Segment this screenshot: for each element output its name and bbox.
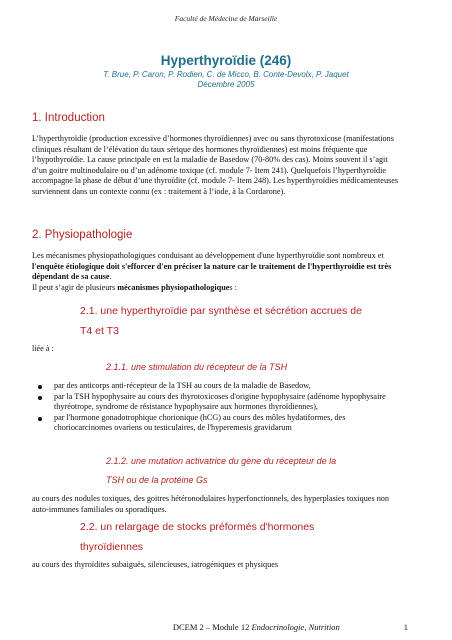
list-item-text: par des anticorps anti-récepteur de la TSH au cours de la maladie de Basedow, (54, 381, 311, 390)
bullet-list-2-1-1 (32, 381, 404, 434)
p2-text-bold: mécanismes physiopathologique (117, 283, 230, 292)
heading-2-1-2-line-1: 2.1.2. une mutation activatrice du gène du récepteur de la (106, 456, 337, 466)
p1-text-bold: l'enquête étiologique doit s'efforcer d'en préciser la nature car le traitement de l'hyperthyroïdie est très dépendant de sa cause (32, 261, 392, 282)
p1-text-start: Les mécanismes physiopathologiques conduisant au développement d'une hyperthyroïdie sont nombreux et (32, 251, 384, 260)
bullet-icon (38, 385, 42, 389)
heading-2-2-line-1: 2.2. un relargage de stocks préformés d'hormones (80, 521, 315, 533)
heading-2-2-line-2: thyroïdiennes (80, 541, 144, 553)
subsubsection-heading-2-1-2 (106, 452, 416, 490)
date-line: Décembre 2005 (197, 80, 255, 89)
heading-2-1-line-2: T4 et T3 (80, 325, 119, 337)
bullet-icon (38, 396, 42, 400)
subsection-heading-2-1 (80, 301, 410, 341)
bullet-icon (38, 417, 42, 421)
p2-text-end: s : (229, 283, 237, 292)
introduction-paragraph: L’hyperthyroïdie (production excessive d’hormones thyroïdiennes) avec ou sans thyrotoxicose (manifestations cliniques résultant de l’élévation du taux sérique des hormones thyroïdiennes) est moins fréquente que l’hypothyroïdie. La cause principale en est la maladie de Basedow (70-80% des cas). Moins souvent il s’agit d’un goitre multinodulaire ou d’un adénome toxique (cf. module 7- Item 241). Quelquefois l’hyperthyroïdie accompagne la phase de début d’une thyroïdite (cf. module 7- Item 248). Les hyperthyroïdies médicamenteuses surviennent dans un contexte connu (ex : traitement à l’iode, à la Cordarone). (32, 134, 399, 196)
list-item-text: par la TSH hypophysaire au cours des thyrotoxicoses d'origine hypophysaire (adénome hypophysaire thyréotrope, syndrome de résistance hypophysaire aux hormones thyroïdiennes), (54, 391, 386, 412)
heading-2-1-line-1: 2.1. une hyperthyroïdie par synthèse et sécrétion accrues de (80, 305, 362, 317)
page-header: Faculté de Médecine de Marseille (174, 14, 278, 23)
heading-2-1-2-line-2: TSH ou de la protéine Gs (106, 475, 208, 485)
physiopathologie-paragraph-1 (32, 251, 404, 283)
physiopathologie-paragraph-2 (32, 283, 404, 294)
list-item (32, 381, 404, 392)
list-item-text: par l'hormone gonadotrophique chorionique (hCG) au cours des môles hydatiformes, des choriocarcinomes ovariens ou testiculaires, de l'hyperemesis gravidarum (54, 412, 346, 433)
section-heading-physiopathologie: 2. Physiopathologie (32, 229, 133, 241)
list-item (32, 413, 404, 434)
p2-text-start: Il peut s’agir de plusieurs (32, 283, 118, 292)
subsection-heading-2-2 (80, 517, 410, 557)
subsection-2-2-body: au cours des thyroïdites subaiguës, silencieuses, iatrogéniques et physiques (32, 560, 279, 569)
list-item (32, 392, 404, 413)
page-number: 1 (403, 622, 408, 632)
section-heading-introduction: 1. Introduction (32, 112, 105, 124)
footer-course-subject: Endocrinologie, Nutrition (251, 622, 340, 632)
document-authors (0, 70, 452, 90)
authors-line: T. Brue, P. Caron, P. Rodien, C. de Micco, B. Conte-Devolx, P. Jaquet (103, 70, 349, 79)
subsubsection-2-1-2-body: au cours des nodules toxiques, des goitres hétéronodulaires hyperfonctionnels, des hyperplasies toxiques non auto-immunes familiales ou sporadiques. (32, 494, 389, 514)
page-footer (173, 622, 408, 632)
document-title: Hyperthyroïdie (246) (160, 53, 292, 68)
footer-course: DCEM 2 – Module 12 (172, 622, 252, 632)
subsection-2-1-body: liée à : (32, 344, 54, 353)
subsubsection-heading-2-1-1: 2.1.1. une stimulation du récepteur de la TSH (106, 362, 288, 372)
p1-text-end: . (109, 272, 112, 282)
